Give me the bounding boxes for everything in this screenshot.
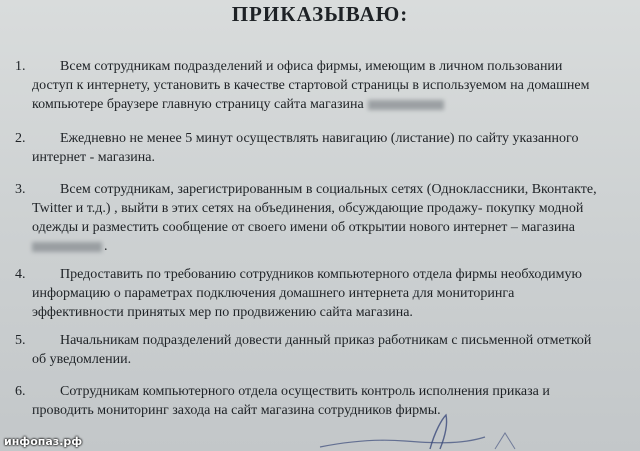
item-number: 1. xyxy=(15,59,26,74)
watermark: инфопаз.рф xyxy=(4,435,83,448)
item-text-line: интернет - магазина. xyxy=(32,150,155,165)
item-text-line: Предоставить по требованию сотрудников компьютерного отдела фирмы необходимую xyxy=(60,267,582,282)
item-number: 6. xyxy=(15,384,26,399)
item-text-line: одежды и разместить сообщение от своего имени об открытии нового интернет – магазина xyxy=(32,220,576,235)
signature-scribble xyxy=(310,411,530,451)
item-text-line: проводить мониторинг захода на сайт магазина сотрудников фирмы. xyxy=(32,403,441,418)
item-text-line: Twitter и т.д.) , выйти в этих сетях на объединения, обсуждающие продажу- покупку модной xyxy=(32,201,584,216)
redacted-site-name xyxy=(32,242,102,252)
item-text-line: Начальникам подразделений довести данный приказ работникам с письменной отметкой xyxy=(60,333,592,348)
document-title: ПРИКАЗЫВАЮ: xyxy=(231,2,409,26)
item-number: 5. xyxy=(15,333,26,348)
item-text-line: . xyxy=(104,239,108,254)
redacted-site-name xyxy=(368,100,444,110)
item-text-line: Сотрудникам компьютерного отдела осуществить контроль исполнения приказа и xyxy=(60,384,550,399)
item-text-line: доступ к интернету, установить в качестве стартовой страницы в используемом на домашнем xyxy=(32,78,590,93)
item-number: 3. xyxy=(15,182,26,197)
item-text-line: Всем сотрудникам подразделений и офиса фирмы, имеющим в личном пользовании xyxy=(60,59,563,74)
item-number: 2. xyxy=(15,131,26,146)
item-text-line: Всем сотрудникам, зарегистрированным в социальных сетях (Одноклассники, Вконтакте, xyxy=(60,182,597,197)
item-text-line: об уведомлении. xyxy=(32,352,132,367)
item-text-line: Ежедневно не менее 5 минут осуществлять навигацию (листание) по сайту указанного xyxy=(60,131,579,146)
item-number: 4. xyxy=(15,267,26,282)
item-text-line: информацию о параметрах подключения домашнего интернета для мониторинга xyxy=(32,286,515,301)
item-text-line: компьютере браузере главную страницу сайта магазина xyxy=(32,97,364,112)
item-text-line: эффективности принятых мер по продвижению сайта магазина. xyxy=(32,305,413,320)
